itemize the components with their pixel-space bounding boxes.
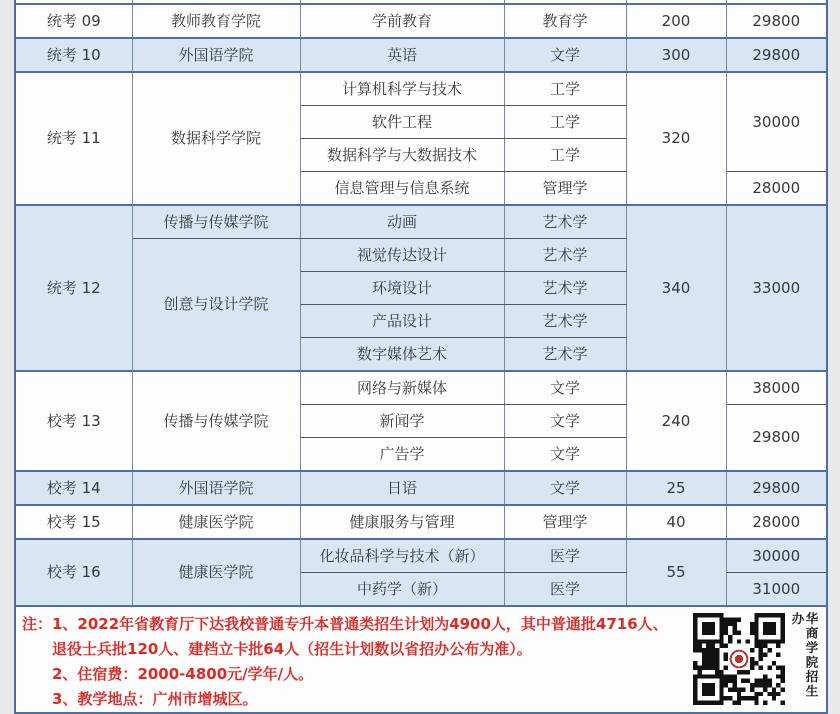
category-cell: 艺术学: [504, 239, 626, 272]
category-cell: 管理学: [504, 505, 626, 539]
exam-cell: 校考 16: [15, 539, 132, 606]
footnote-section: [15, 606, 827, 713]
category-cell: 医学: [504, 573, 626, 607]
section-xiaokao-15: [15, 505, 827, 539]
table-row: [15, 505, 827, 539]
major-cell: 软件工程: [300, 106, 504, 139]
major-cell: 动画: [300, 205, 504, 239]
qr-code: [693, 613, 785, 705]
exam-cell: 校考 15: [15, 505, 132, 539]
college-cell: 健康医学院: [132, 505, 300, 539]
exam-cell: 统考 12: [15, 205, 132, 371]
exam-cell: 校考 13: [15, 371, 132, 471]
table-row: [15, 72, 827, 106]
major-cell: 视觉传达设计: [300, 239, 504, 272]
category-cell: 文学: [504, 438, 626, 472]
plan-cell: 340: [626, 205, 726, 371]
footnote-inner: [16, 607, 826, 712]
major-cell: 新闻学: [300, 405, 504, 438]
notes-block: [22, 612, 693, 712]
exam-cell: 统考 11: [15, 72, 132, 205]
category-cell: 医学: [504, 539, 626, 573]
table-row: [15, 606, 827, 713]
admissions-table-wrap: [14, 0, 828, 714]
major-cell: 英语: [300, 38, 504, 72]
category-cell: 艺术学: [504, 272, 626, 305]
college-cell: 传播与传媒学院: [132, 371, 300, 471]
major-cell: 信息管理与信息系统: [300, 172, 504, 206]
major-cell: 数据科学与大数据技术: [300, 139, 504, 172]
section-xiaokao-14: [15, 471, 827, 505]
category-cell: 艺术学: [504, 305, 626, 338]
note-line-4: 3、教学地点：广州市增城区。: [52, 690, 258, 708]
note-line-2: 退役士兵批120人、建档立卡批64人（招生计划数以省招办公布为准）。: [52, 640, 532, 658]
table-row: [15, 471, 827, 505]
tuition-cell: 29800: [726, 38, 827, 72]
major-cell: 网络与新媒体: [300, 371, 504, 405]
plan-cell: 300: [626, 38, 726, 72]
college-cell: 外国语学院: [132, 471, 300, 505]
major-cell: 学前教育: [300, 4, 504, 38]
college-cell: 外国语学院: [132, 38, 300, 72]
tuition-cell: 29800: [726, 471, 827, 505]
tuition-cell: 28000: [726, 172, 827, 206]
plan-cell: 320: [626, 72, 726, 205]
note-line-1: 注：1、2022年省教育厅下达我校普通专升本普通类招生计划为4900人，其中普通批4716人、: [22, 615, 668, 633]
tuition-cell: 30000: [726, 72, 827, 172]
major-cell: 中药学（新）: [300, 573, 504, 607]
major-cell: 环境设计: [300, 272, 504, 305]
major-cell: 数字媒体艺术: [300, 338, 504, 372]
college-cell: 创意与设计学院: [132, 239, 300, 372]
category-cell: 艺术学: [504, 205, 626, 239]
college-cell: 教师教育学院: [132, 4, 300, 38]
footnote-cell: [15, 606, 827, 713]
category-cell: 艺术学: [504, 338, 626, 372]
category-cell: 教育学: [504, 4, 626, 38]
plan-cell: 25: [626, 471, 726, 505]
plan-cell: 40: [626, 505, 726, 539]
tuition-cell: 30000: [726, 539, 827, 573]
category-cell: 文学: [504, 405, 626, 438]
major-cell: 健康服务与管理: [300, 505, 504, 539]
college-cell: 传播与传媒学院: [132, 205, 300, 239]
major-cell: 产品设计: [300, 305, 504, 338]
table-row: [15, 4, 827, 38]
category-cell: 工学: [504, 139, 626, 172]
section-xiaokao-13: [15, 371, 827, 471]
exam-cell: 统考 09: [15, 4, 132, 38]
major-cell: 日语: [300, 471, 504, 505]
section-tongkao-11: [15, 72, 827, 205]
table-row: [15, 371, 827, 405]
qr-caption: 华商学院招生办: [790, 612, 819, 699]
major-cell: 计算机科学与技术: [300, 72, 504, 106]
tuition-cell: 28000: [726, 505, 827, 539]
exam-cell: 统考 10: [15, 38, 132, 72]
tuition-cell: 29800: [726, 4, 827, 38]
category-cell: 文学: [504, 38, 626, 72]
table-row: [15, 539, 827, 573]
plan-cell: 240: [626, 371, 726, 471]
category-cell: 工学: [504, 72, 626, 106]
section-tongkao-10: [15, 38, 827, 72]
category-cell: 文学: [504, 371, 626, 405]
major-cell: 化妆品科学与技术（新）: [300, 539, 504, 573]
section-xiaokao-16: [15, 539, 827, 606]
note-line-3: 2、住宿费：2000-4800元/学年/人。: [52, 665, 314, 683]
tuition-cell: 31000: [726, 573, 827, 607]
college-cell: 数据科学学院: [132, 72, 300, 205]
category-cell: 工学: [504, 106, 626, 139]
tuition-cell: 29800: [726, 405, 827, 472]
category-cell: 管理学: [504, 172, 626, 206]
exam-cell: 校考 14: [15, 471, 132, 505]
plan-cell: 55: [626, 539, 726, 606]
table-row: [15, 205, 827, 239]
college-cell: 健康医学院: [132, 539, 300, 606]
major-cell: 广告学: [300, 438, 504, 472]
table-row: [15, 38, 827, 72]
plan-cell: 200: [626, 4, 726, 38]
section-tongkao-12: [15, 205, 827, 371]
section-tongkao-09: [15, 4, 827, 38]
admissions-plan-table: [14, 0, 828, 714]
tuition-cell: 38000: [726, 371, 827, 405]
tuition-cell: 33000: [726, 205, 827, 371]
category-cell: 文学: [504, 471, 626, 505]
